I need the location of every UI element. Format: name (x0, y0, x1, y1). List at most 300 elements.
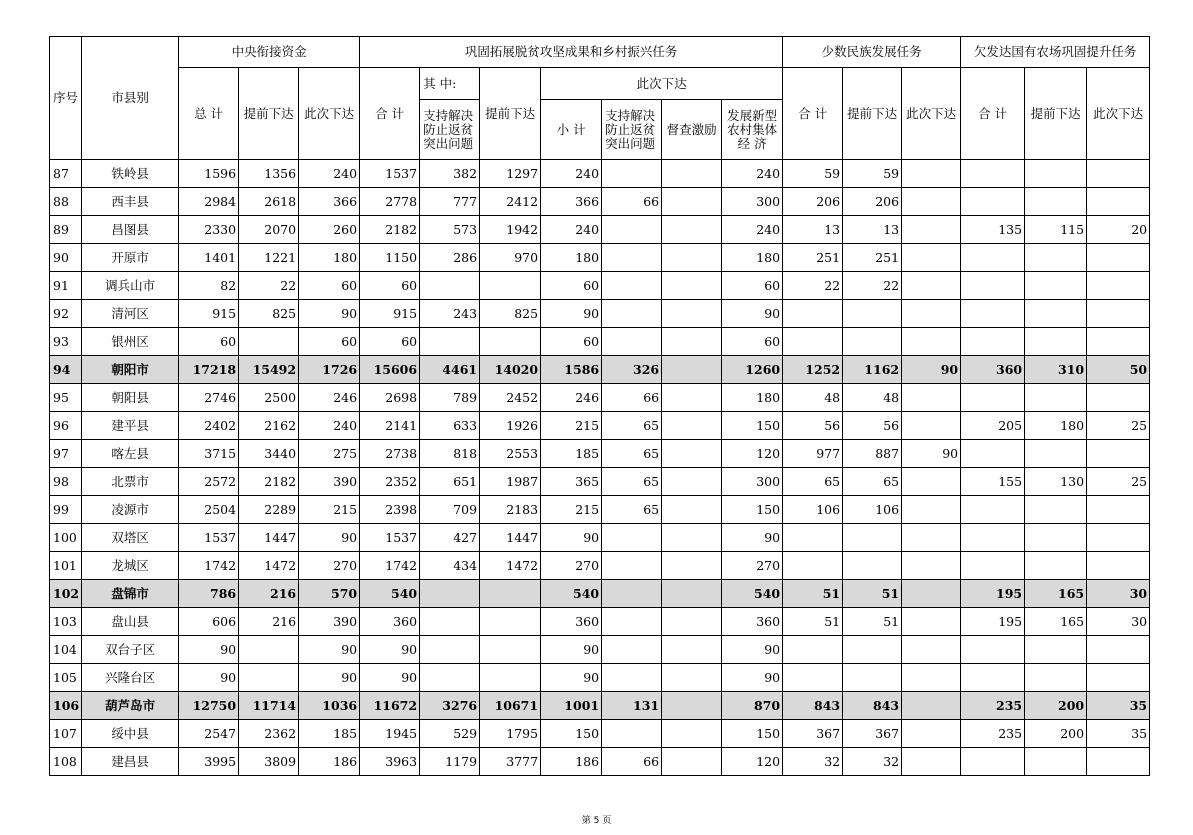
cell-value: 195 (961, 580, 1025, 608)
cell-value: 60 (299, 328, 360, 356)
cell-value (662, 384, 722, 412)
cell-value: 90 (360, 664, 420, 692)
cell-value: 2547 (179, 720, 239, 748)
cell-value: 887 (843, 440, 902, 468)
cell-value (602, 300, 662, 328)
table-row (50, 468, 1150, 496)
cell-value (961, 664, 1025, 692)
cell-value: 2402 (179, 412, 239, 440)
cell-value (239, 328, 299, 356)
cell-value: 1179 (420, 748, 480, 776)
cell-value: 15492 (239, 356, 299, 384)
cell-value: 310 (1025, 356, 1087, 384)
cell-value (902, 244, 961, 272)
header-consolidate: 巩固拓展脱贫攻坚成果和乡村振兴任务 (360, 37, 783, 68)
cell-value (662, 608, 722, 636)
cell-value: 540 (722, 580, 783, 608)
cell-city-name: 喀左县 (82, 440, 179, 468)
cell-value: 1596 (179, 160, 239, 188)
cell-value: 300 (722, 188, 783, 216)
cell-value: 51 (783, 580, 843, 608)
cell-value: 180 (722, 384, 783, 412)
cell-value: 30 (1087, 580, 1150, 608)
cell-value: 1401 (179, 244, 239, 272)
cell-seq: 104 (50, 636, 82, 664)
cell-value: 115 (1025, 216, 1087, 244)
cell-value: 2698 (360, 384, 420, 412)
cell-value: 1162 (843, 356, 902, 384)
cell-value: 65 (602, 468, 662, 496)
cell-value: 2504 (179, 496, 239, 524)
cell-value: 240 (722, 160, 783, 188)
cell-value: 186 (541, 748, 602, 776)
cell-value (783, 328, 843, 356)
cell-value: 90 (299, 300, 360, 328)
table-row-subtotal (50, 356, 1150, 384)
table-body (50, 160, 1150, 776)
cell-value (961, 636, 1025, 664)
cell-value (843, 300, 902, 328)
cell-value: 48 (843, 384, 902, 412)
cell-value: 50 (1087, 356, 1150, 384)
cell-value: 366 (541, 188, 602, 216)
cell-value: 1537 (360, 160, 420, 188)
header-farm: 欠发达国有农场巩固提升任务 (961, 37, 1150, 68)
cell-value: 2330 (179, 216, 239, 244)
cell-seq: 90 (50, 244, 82, 272)
cell-value: 4461 (420, 356, 480, 384)
table-row (50, 440, 1150, 468)
cell-value (480, 580, 541, 608)
cell-value: 390 (299, 468, 360, 496)
cell-value: 130 (1025, 468, 1087, 496)
cell-value: 35 (1087, 720, 1150, 748)
cell-value (602, 216, 662, 244)
cell-seq: 92 (50, 300, 82, 328)
cell-value: 1036 (299, 692, 360, 720)
cell-value (420, 272, 480, 300)
cell-value: 2553 (480, 440, 541, 468)
cell-value: 185 (541, 440, 602, 468)
cell-seq: 107 (50, 720, 82, 748)
cell-value: 2141 (360, 412, 420, 440)
table-row (50, 300, 1150, 328)
cell-value (602, 636, 662, 664)
cell-value: 150 (541, 720, 602, 748)
cell-value: 59 (843, 160, 902, 188)
cell-value: 970 (480, 244, 541, 272)
cell-value (902, 384, 961, 412)
header-central-total: 总 计 (179, 68, 239, 160)
cell-value: 180 (722, 244, 783, 272)
cell-value: 2738 (360, 440, 420, 468)
cell-city-name: 银州区 (82, 328, 179, 356)
cell-value: 90 (902, 440, 961, 468)
cell-value: 1001 (541, 692, 602, 720)
cell-value: 215 (541, 496, 602, 524)
cell-value (662, 412, 722, 440)
cell-value (602, 608, 662, 636)
cell-value (902, 580, 961, 608)
cell-value (902, 412, 961, 440)
table-row (50, 160, 1150, 188)
cell-value: 270 (299, 552, 360, 580)
cell-value: 155 (961, 468, 1025, 496)
cell-city-name: 朝阳县 (82, 384, 179, 412)
cell-city-name: 清河区 (82, 300, 179, 328)
cell-value: 60 (722, 328, 783, 356)
cell-value (902, 300, 961, 328)
cell-value (902, 720, 961, 748)
cell-value: 529 (420, 720, 480, 748)
cell-value (420, 664, 480, 692)
cell-value: 14020 (480, 356, 541, 384)
cell-value: 180 (541, 244, 602, 272)
cell-value: 360 (360, 608, 420, 636)
cell-value: 260 (299, 216, 360, 244)
cell-value (902, 664, 961, 692)
cell-value (783, 664, 843, 692)
cell-value (662, 272, 722, 300)
table-row (50, 384, 1150, 412)
cell-seq: 106 (50, 692, 82, 720)
cell-value (902, 692, 961, 720)
cell-value: 90 (722, 664, 783, 692)
cell-value: 20 (1087, 216, 1150, 244)
cell-value: 215 (299, 496, 360, 524)
cell-value (1087, 300, 1150, 328)
cell-value: 240 (541, 216, 602, 244)
cell-value: 195 (961, 608, 1025, 636)
cell-value: 360 (541, 608, 602, 636)
cell-seq: 99 (50, 496, 82, 524)
cell-value (1025, 664, 1087, 692)
cell-value: 240 (541, 160, 602, 188)
cell-value (1025, 188, 1087, 216)
cell-value: 66 (602, 748, 662, 776)
cell-value: 1447 (239, 524, 299, 552)
table-row-subtotal (50, 580, 1150, 608)
cell-value (662, 356, 722, 384)
header-minority-current: 此次下达 (902, 68, 961, 160)
cell-value (480, 636, 541, 664)
cell-value: 2412 (480, 188, 541, 216)
cell-value: 2500 (239, 384, 299, 412)
cell-value: 540 (541, 580, 602, 608)
cell-value (662, 244, 722, 272)
cell-value (961, 160, 1025, 188)
table-row (50, 636, 1150, 664)
cell-value: 3440 (239, 440, 299, 468)
table-row (50, 188, 1150, 216)
header-minority: 少数民族发展任务 (783, 37, 961, 68)
table-row (50, 552, 1150, 580)
cell-value (783, 636, 843, 664)
header-support-current: 支持解决防止返贫突出问题 (602, 100, 662, 160)
cell-value (843, 552, 902, 580)
cell-city-name: 建平县 (82, 412, 179, 440)
cell-value: 135 (961, 216, 1025, 244)
cell-value (662, 496, 722, 524)
cell-seq: 96 (50, 412, 82, 440)
cell-value: 60 (299, 272, 360, 300)
cell-value: 843 (843, 692, 902, 720)
cell-value (843, 524, 902, 552)
cell-value: 60 (360, 272, 420, 300)
cell-value: 215 (541, 412, 602, 440)
cell-value: 165 (1025, 608, 1087, 636)
cell-value: 818 (420, 440, 480, 468)
table-row (50, 720, 1150, 748)
cell-value: 1742 (360, 552, 420, 580)
cell-value: 3715 (179, 440, 239, 468)
cell-seq: 101 (50, 552, 82, 580)
cell-value: 1150 (360, 244, 420, 272)
cell-value (602, 720, 662, 748)
cell-value: 915 (360, 300, 420, 328)
cell-value (961, 328, 1025, 356)
cell-value: 606 (179, 608, 239, 636)
cell-value: 2398 (360, 496, 420, 524)
cell-value (961, 440, 1025, 468)
cell-value (1025, 440, 1087, 468)
cell-value: 1252 (783, 356, 843, 384)
cell-value: 777 (420, 188, 480, 216)
cell-value: 106 (783, 496, 843, 524)
cell-city-name: 盘锦市 (82, 580, 179, 608)
cell-value: 90 (722, 636, 783, 664)
cell-value: 786 (179, 580, 239, 608)
cell-seq: 91 (50, 272, 82, 300)
header-seq: 序号 (50, 37, 82, 160)
table-row (50, 328, 1150, 356)
cell-value: 60 (179, 328, 239, 356)
cell-value: 11672 (360, 692, 420, 720)
cell-value: 51 (843, 608, 902, 636)
cell-value: 570 (299, 580, 360, 608)
cell-value: 180 (1025, 412, 1087, 440)
table-row (50, 244, 1150, 272)
cell-city-name: 绥中县 (82, 720, 179, 748)
cell-seq: 100 (50, 524, 82, 552)
cell-value: 131 (602, 692, 662, 720)
cell-value (1087, 188, 1150, 216)
cell-value (1025, 636, 1087, 664)
cell-value: 25 (1087, 412, 1150, 440)
cell-value: 60 (541, 328, 602, 356)
cell-value (1087, 244, 1150, 272)
cell-seq: 87 (50, 160, 82, 188)
cell-city-name: 朝阳市 (82, 356, 179, 384)
cell-value: 2352 (360, 468, 420, 496)
cell-value (1025, 328, 1087, 356)
cell-value: 13 (843, 216, 902, 244)
cell-value: 13 (783, 216, 843, 244)
cell-value: 60 (541, 272, 602, 300)
cell-value: 90 (179, 664, 239, 692)
cell-city-name: 兴隆台区 (82, 664, 179, 692)
cell-value: 120 (722, 440, 783, 468)
cell-value (1087, 272, 1150, 300)
cell-value: 2162 (239, 412, 299, 440)
cell-value: 326 (602, 356, 662, 384)
cell-city-name: 北票市 (82, 468, 179, 496)
cell-value: 90 (722, 524, 783, 552)
cell-value (662, 160, 722, 188)
table-row (50, 412, 1150, 440)
cell-value: 1537 (360, 524, 420, 552)
cell-value (239, 664, 299, 692)
cell-value (420, 636, 480, 664)
cell-seq: 108 (50, 748, 82, 776)
cell-value: 1987 (480, 468, 541, 496)
cell-value (480, 664, 541, 692)
cell-value: 633 (420, 412, 480, 440)
cell-value (902, 272, 961, 300)
cell-value: 235 (961, 720, 1025, 748)
cell-value: 709 (420, 496, 480, 524)
header-central: 中央衔接资金 (179, 37, 360, 68)
cell-value: 1926 (480, 412, 541, 440)
cell-value: 1356 (239, 160, 299, 188)
cell-value: 3777 (480, 748, 541, 776)
cell-value: 2182 (239, 468, 299, 496)
cell-value (662, 524, 722, 552)
header-central-advance: 提前下达 (239, 68, 299, 160)
cell-value: 15606 (360, 356, 420, 384)
cell-value: 82 (179, 272, 239, 300)
table-row (50, 664, 1150, 692)
cell-value: 10671 (480, 692, 541, 720)
cell-value (602, 580, 662, 608)
cell-value: 65 (843, 468, 902, 496)
cell-value (1087, 552, 1150, 580)
table-row (50, 748, 1150, 776)
cell-value: 1447 (480, 524, 541, 552)
header-consolidate-sum: 合 计 (360, 68, 420, 160)
cell-value (1025, 300, 1087, 328)
cell-value: 1537 (179, 524, 239, 552)
cell-value: 1942 (480, 216, 541, 244)
cell-value: 90 (902, 356, 961, 384)
cell-value (783, 300, 843, 328)
cell-value (420, 580, 480, 608)
cell-value (480, 328, 541, 356)
cell-value: 2618 (239, 188, 299, 216)
cell-value: 66 (602, 188, 662, 216)
cell-value: 22 (843, 272, 902, 300)
cell-value: 200 (1025, 692, 1087, 720)
cell-value: 251 (843, 244, 902, 272)
cell-value: 56 (783, 412, 843, 440)
cell-city-name: 葫芦岛市 (82, 692, 179, 720)
cell-city-name: 西丰县 (82, 188, 179, 216)
header-city: 市县别 (82, 37, 179, 160)
cell-value (662, 692, 722, 720)
cell-value (602, 160, 662, 188)
allocation-table (49, 36, 1150, 776)
cell-seq: 103 (50, 608, 82, 636)
header-consolidate-advance: 提前下达 (480, 68, 541, 160)
cell-value: 216 (239, 580, 299, 608)
cell-value (1087, 160, 1150, 188)
cell-value: 1742 (179, 552, 239, 580)
header-minority-sum: 合 计 (783, 68, 843, 160)
cell-value (902, 160, 961, 188)
cell-value: 206 (783, 188, 843, 216)
cell-value (1087, 748, 1150, 776)
cell-value (1025, 496, 1087, 524)
cell-value (1025, 384, 1087, 412)
cell-city-name: 双塔区 (82, 524, 179, 552)
cell-value: 382 (420, 160, 480, 188)
cell-value: 32 (783, 748, 843, 776)
cell-seq: 98 (50, 468, 82, 496)
header-support: 支持解决防止返贫突出问题 (420, 100, 480, 160)
cell-value: 165 (1025, 580, 1087, 608)
cell-value: 1726 (299, 356, 360, 384)
cell-value (1087, 664, 1150, 692)
cell-value (843, 664, 902, 692)
cell-value: 240 (722, 216, 783, 244)
cell-value: 90 (360, 636, 420, 664)
cell-value: 186 (299, 748, 360, 776)
table-row (50, 272, 1150, 300)
cell-value: 56 (843, 412, 902, 440)
cell-value: 90 (299, 636, 360, 664)
cell-value: 251 (783, 244, 843, 272)
cell-value: 206 (843, 188, 902, 216)
cell-value (902, 496, 961, 524)
cell-value: 366 (299, 188, 360, 216)
cell-value (1087, 636, 1150, 664)
cell-value: 3809 (239, 748, 299, 776)
cell-city-name: 建昌县 (82, 748, 179, 776)
cell-value: 25 (1087, 468, 1150, 496)
cell-value (961, 384, 1025, 412)
cell-value: 90 (722, 300, 783, 328)
cell-value: 789 (420, 384, 480, 412)
cell-value: 2452 (480, 384, 541, 412)
cell-value: 59 (783, 160, 843, 188)
cell-value: 32 (843, 748, 902, 776)
cell-city-name: 开原市 (82, 244, 179, 272)
cell-city-name: 铁岭县 (82, 160, 179, 188)
table-row (50, 524, 1150, 552)
cell-value (1087, 384, 1150, 412)
cell-value: 22 (239, 272, 299, 300)
cell-value (783, 524, 843, 552)
cell-value (662, 468, 722, 496)
cell-value: 270 (722, 552, 783, 580)
header-new-collective: 发展新型农村集体经 济 (722, 100, 783, 160)
cell-value: 200 (1025, 720, 1087, 748)
cell-value: 651 (420, 468, 480, 496)
cell-value: 150 (722, 720, 783, 748)
cell-seq: 94 (50, 356, 82, 384)
cell-value (662, 664, 722, 692)
cell-value: 270 (541, 552, 602, 580)
cell-seq: 102 (50, 580, 82, 608)
cell-value (902, 216, 961, 244)
cell-value (902, 524, 961, 552)
cell-value (662, 636, 722, 664)
cell-value: 2984 (179, 188, 239, 216)
cell-seq: 105 (50, 664, 82, 692)
cell-value: 35 (1087, 692, 1150, 720)
cell-value: 246 (541, 384, 602, 412)
cell-value (662, 216, 722, 244)
